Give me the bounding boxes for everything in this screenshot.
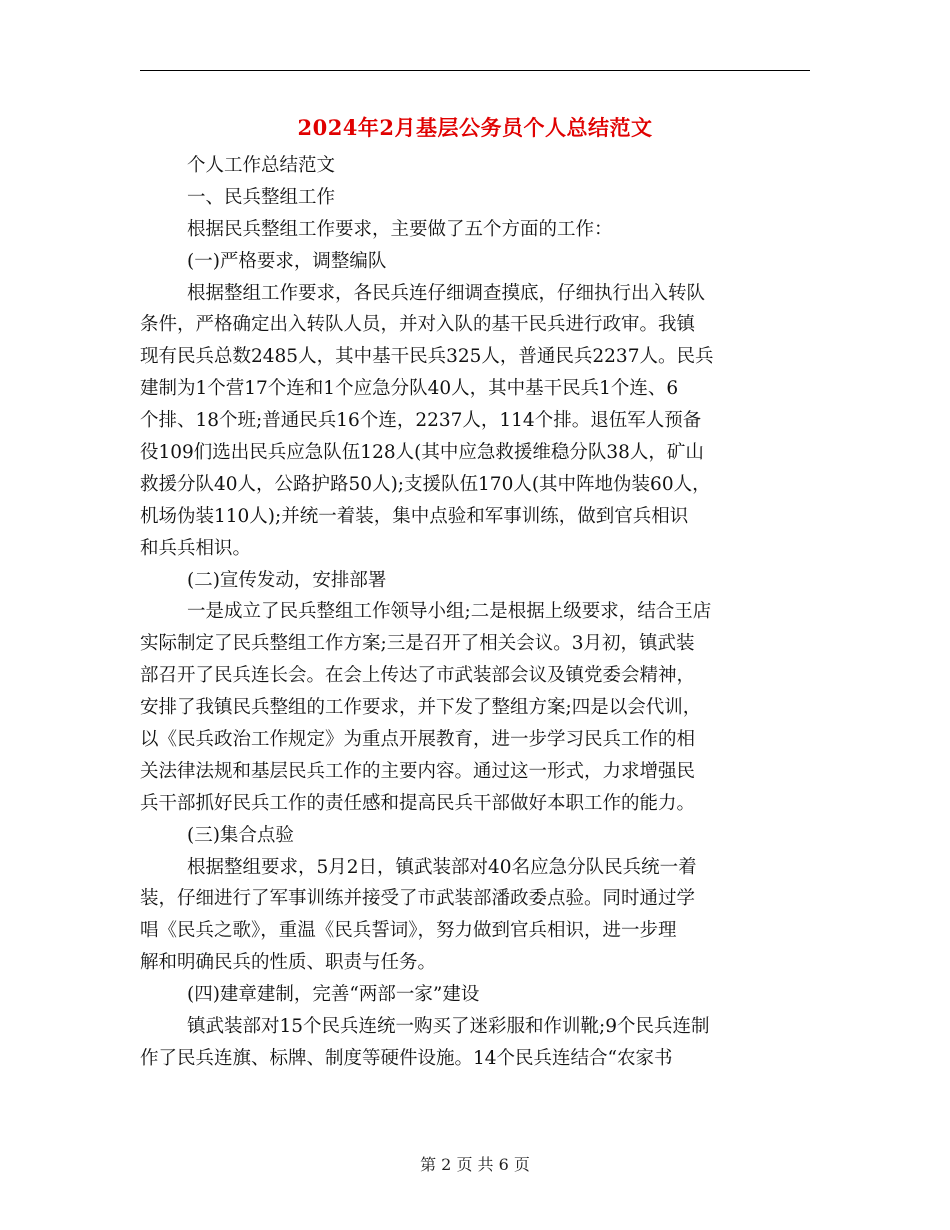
text-line: 个排、18个班;普通民兵16个连，2237人，114个排。退伍军人预备 <box>140 410 702 432</box>
text-line: 关法律法规和基层民兵工作的主要内容。通过这一形式，力求增强民 <box>140 760 696 782</box>
text-line: 一是成立了民兵整组工作领导小组;二是根据上级要求，结合王店 <box>187 601 712 623</box>
text-line: (二)宣传发动，安排部署 <box>187 569 387 591</box>
text-line: 根据整组要求，5月2日，镇武装部对40名应急分队民兵统一着 <box>187 856 697 878</box>
text-line: 实际制定了民兵整组工作方案;三是召开了相关会议。3月初，镇武装 <box>140 633 695 655</box>
header-rule <box>140 70 810 71</box>
text-line: 役109们选出民兵应急队伍128人(其中应急救援维稳分队38人，矿山 <box>140 442 704 464</box>
text-line: 安排了我镇民兵整组的工作要求，并下发了整组方案;四是以会代训， <box>140 697 702 719</box>
text-line: (四)建章建制，完善“两部一家”建设 <box>187 984 480 1006</box>
text-line: 根据整组工作要求，各民兵连仔细调查摸底，仔细执行出入转队 <box>187 282 706 304</box>
text-line: 现有民兵总数2485人，其中基干民兵325人，普通民兵2237人。民兵 <box>140 346 714 368</box>
text-line: (一)严格要求，调整编队 <box>187 250 387 272</box>
text-line: 唱《民兵之歌》，重温《民兵誓词》，努力做到官兵相识，进一步理 <box>140 920 677 942</box>
text-line: 救援分队40人，公路护路50人);支援队伍170人(其中阵地伪装60人， <box>140 473 711 495</box>
document-body <box>140 150 815 1075</box>
document-title: 2024年2月基层公务员个人总结范文 <box>297 115 653 140</box>
text-line: 作了民兵连旗、标牌、制度等硬件设施。14个民兵连结合“农家书 <box>140 1047 673 1069</box>
text-line: 机场伪装110人);并统一着装，集中点验和军事训练，做到官兵相识 <box>140 505 689 527</box>
text-line: 部召开了民兵连长会。在会上传达了市武装部会议及镇党委会精神， <box>140 665 696 687</box>
text-line: 和兵兵相识。 <box>140 537 252 559</box>
text-line: 装，仔细进行了军事训练并接受了市武装部潘政委点验。同时通过学 <box>140 888 696 910</box>
text-line: 根据民兵整组工作要求，主要做了五个方面的工作： <box>187 218 613 240</box>
text-line: 一、民兵整组工作 <box>187 186 336 208</box>
text-line: 条件，严格确定出入转队人员，并对入队的基干民兵进行政审。我镇 <box>140 314 696 336</box>
text-line: 以《民兵政治工作规定》为重点开展教育，进一步学习民兵工作的相 <box>140 729 696 751</box>
text-line: 建制为1个营17个连和1个应急分队40人，其中基干民兵1个连、6 <box>140 378 679 400</box>
page-number: 第 2 页 共 6 页 <box>420 1155 530 1174</box>
text-line: 解和明确民兵的性质、职责与任务。 <box>140 952 437 974</box>
text-line: (三)集合点验 <box>187 824 294 846</box>
text-line: 兵干部抓好民兵工作的责任感和提高民兵干部做好本职工作的能力。 <box>140 792 696 814</box>
text-line: 镇武装部对15个民兵连统一购买了迷彩服和作训靴;9个民兵连制 <box>187 1016 710 1038</box>
text-line: 个人工作总结范文 <box>187 155 336 176</box>
